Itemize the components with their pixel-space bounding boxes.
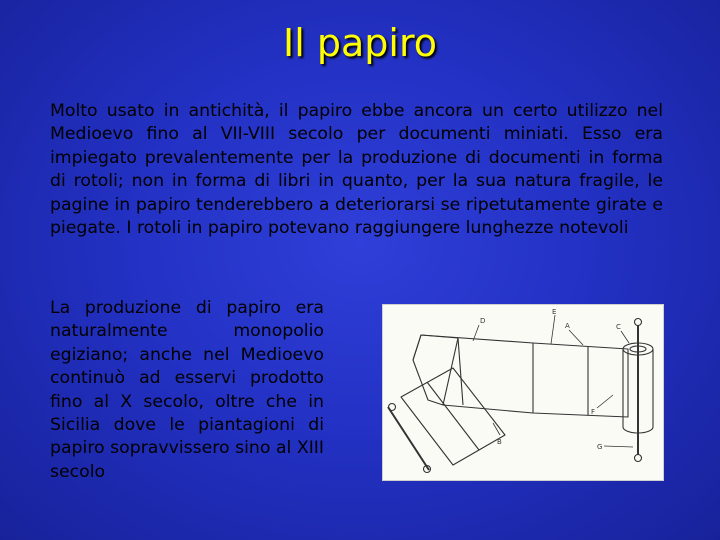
leader-e (551, 315, 555, 344)
label-b: B (497, 438, 502, 446)
left-rod (388, 407, 429, 470)
unrolled-sheet (413, 335, 628, 417)
label-e: E (552, 308, 557, 316)
intro-paragraph: Molto usato in antichità, il papiro ebbe ancora un certo utilizzo nel Medioevo fino al VII-VIII secolo per documenti miniati. Esso era impiegato prevalentemente per la produzione di documenti in forma di rotoli; non in forma di libri in quanto, per la sua natura fragile, le pagine in papiro tenderebbero a deteriorarsi se ripetutamente girate e piegate. I rotoli in papiro potevano raggiungere lunghezze notevoli (50, 101, 663, 239)
label-d: D (480, 317, 486, 325)
scroll-diagram (383, 305, 663, 480)
scroll-rod-knob-top (635, 319, 642, 326)
leader-g (604, 446, 633, 447)
label-f: F (591, 408, 596, 416)
leader-a (569, 330, 583, 345)
left-rod-knob-top (389, 404, 396, 411)
folded-panel (413, 335, 458, 405)
sheet-join-1 (458, 338, 463, 405)
papyrus-scroll-illustration (382, 304, 664, 481)
label-c: C (616, 323, 621, 331)
leader-f (597, 395, 613, 408)
label-a: A (565, 322, 570, 330)
leader-c (621, 331, 629, 343)
label-g: G (597, 443, 603, 451)
scroll-rod-knob-bottom (635, 455, 642, 462)
production-paragraph: La produzione di papiro era naturalmente monopolio egiziano; anche nel Medioevo continuò ad esservi prodotto fino al X secolo, oltre che in Sicilia dove le piantagioni di papiro sopravvissero sino al XIII secolo (50, 298, 324, 482)
slide-title: Il papiro (283, 21, 437, 65)
